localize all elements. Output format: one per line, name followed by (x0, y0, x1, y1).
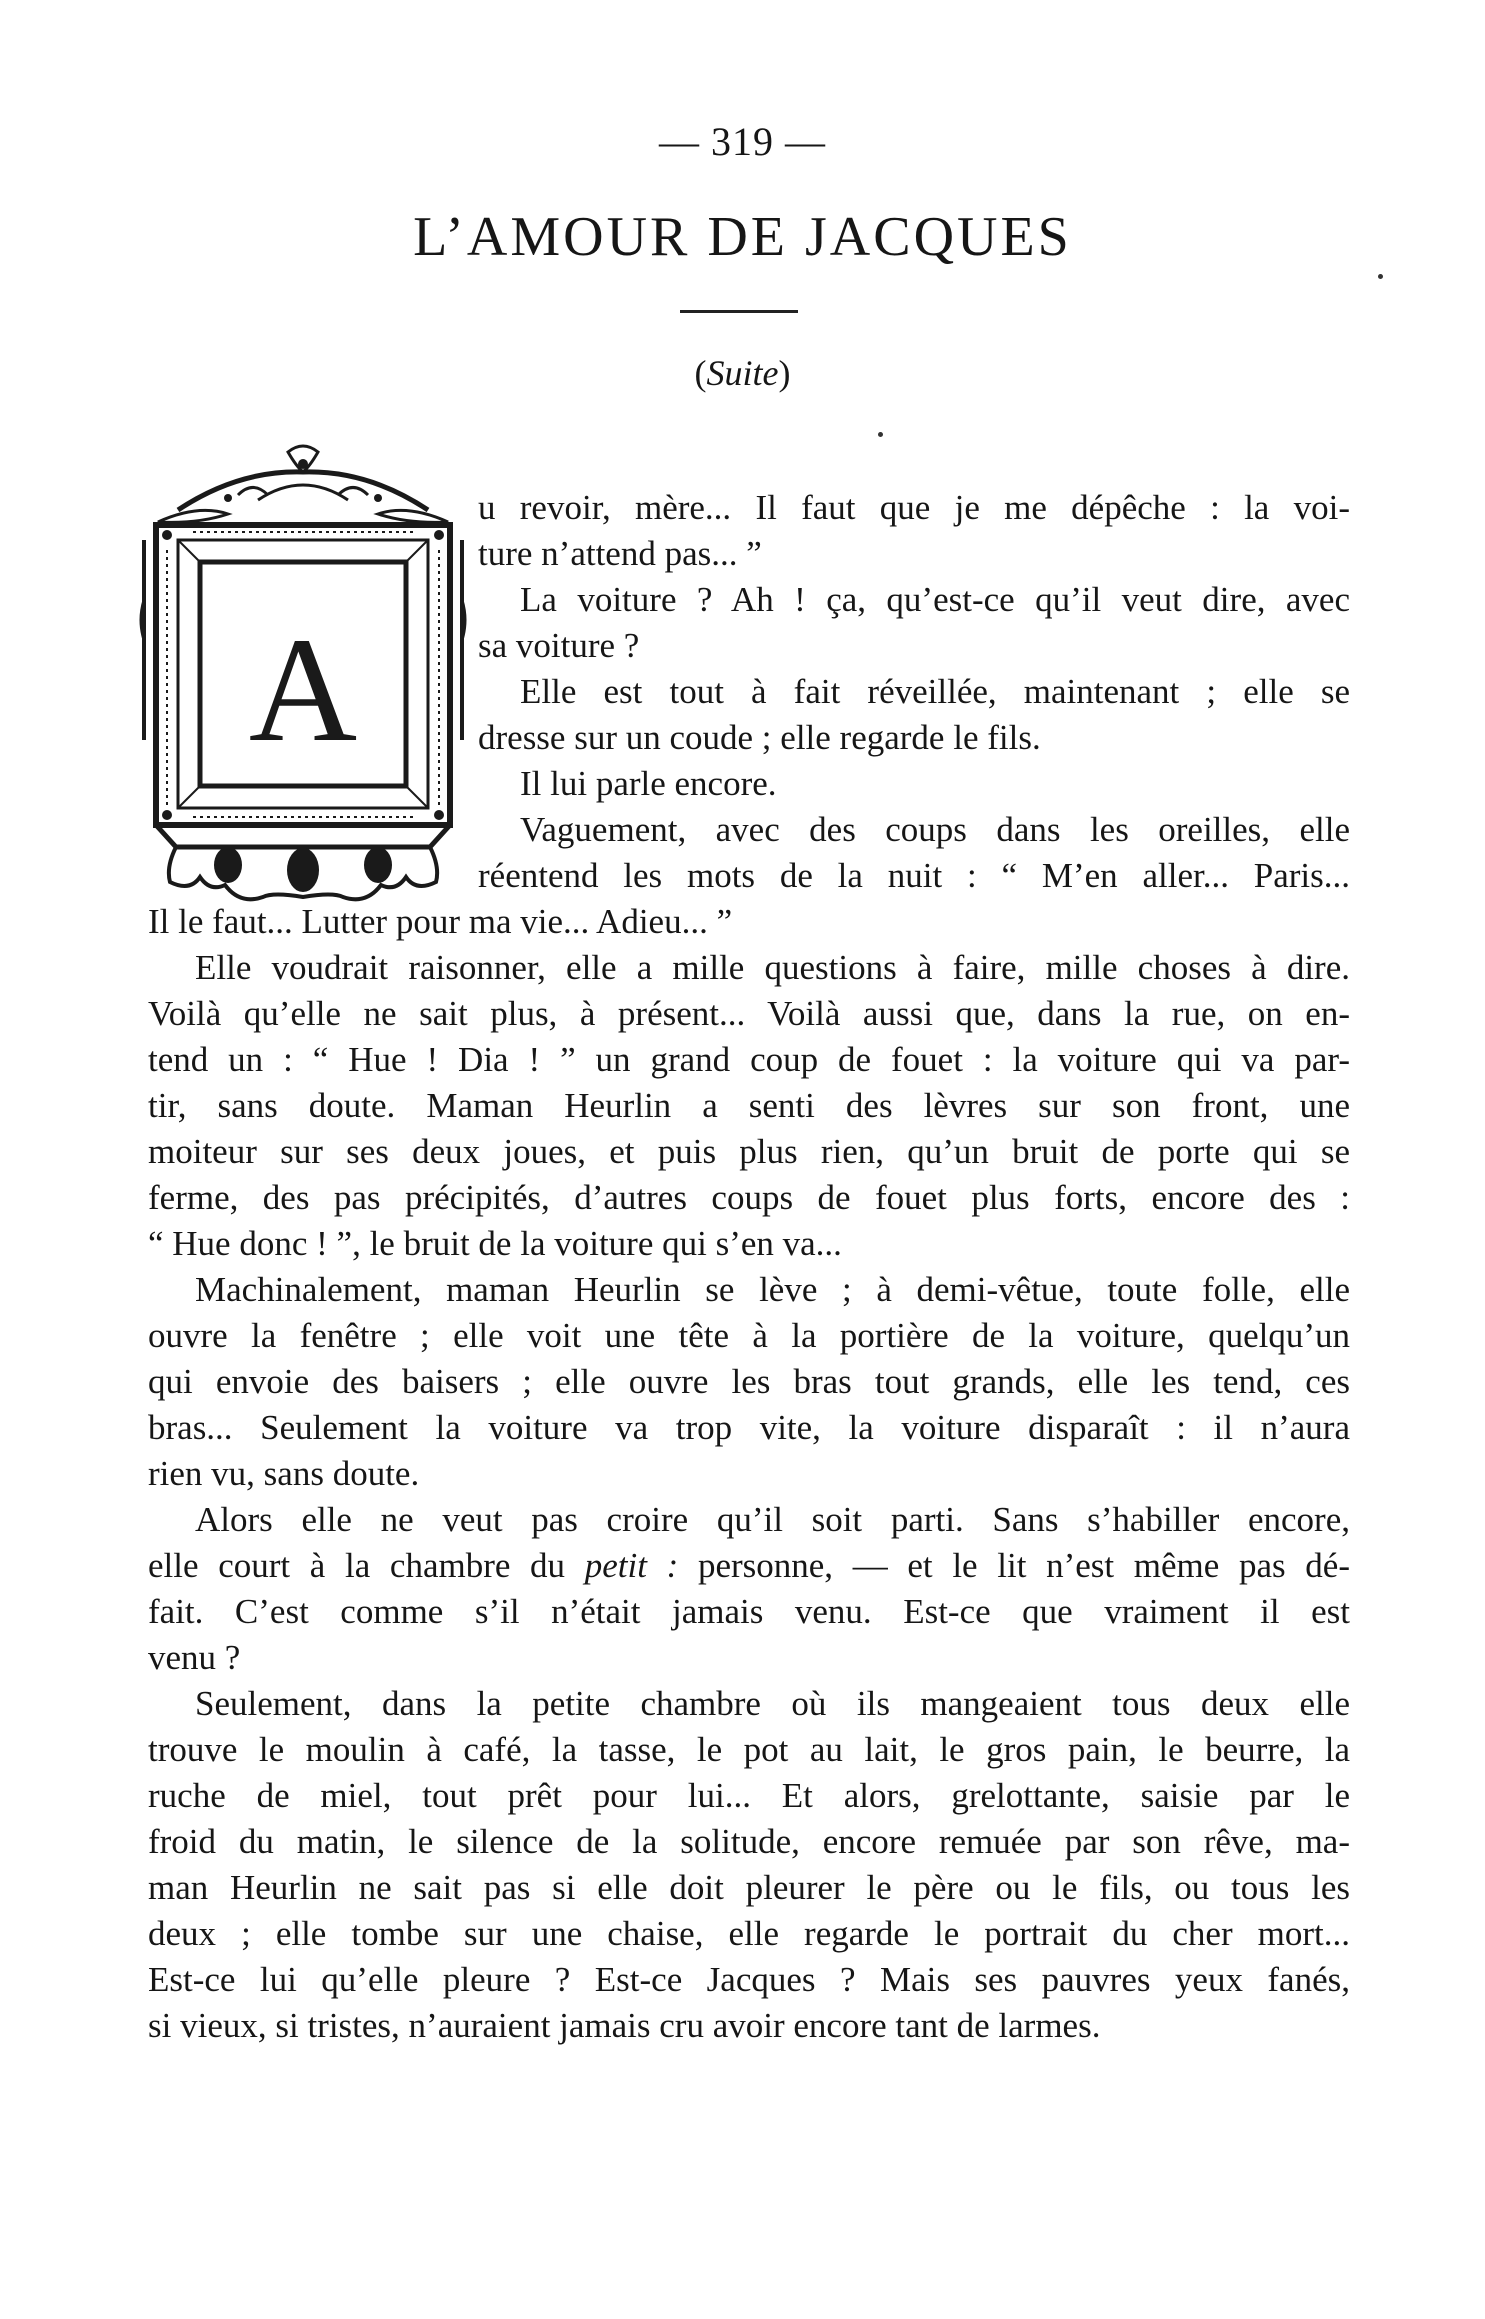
dropcap-frame-ornament (138, 440, 468, 910)
text-line-with-italic (148, 1543, 1350, 1589)
text-line: rien vu, sans doute. (148, 1454, 420, 1493)
text-line: Vaguement, avec des coups dans les oreilles, elle (520, 810, 1350, 849)
print-speck (1378, 274, 1383, 279)
dropcap-letter: A (248, 607, 358, 773)
text-line: Elle voudrait raisonner, elle a mille questions à faire, mille choses à dire. (195, 948, 1350, 987)
text-line: venu ? (148, 1638, 241, 1677)
text-line: La voiture ? Ah ! ça, qu’est-ce qu’il veut dire, avec (520, 580, 1350, 619)
title-rule (680, 310, 798, 313)
text-line: Il lui parle encore. (520, 764, 777, 803)
text-line: Voilà qu’elle ne sait plus, à présent... Voilà aussi que, dans la rue, on en- (148, 994, 1350, 1033)
text-line: moiteur sur ses deux joues, et puis plus rien, qu’un bruit de porte qui se (148, 1132, 1350, 1171)
text-line: froid du matin, le silence de la solitude, encore remuée par son rêve, ma- (148, 1822, 1350, 1861)
text-line: man Heurlin ne sait pas si elle doit pleurer le père ou le fils, ou tous les (148, 1868, 1350, 1907)
chapter-subtitle: (Suite) (694, 353, 791, 393)
text-line: Seulement, dans la petite chambre où ils mangeaient tous deux elle (195, 1684, 1350, 1723)
text-line: qui envoie des baisers ; elle ouvre les bras tout grands, elle les tend, ces (148, 1362, 1350, 1401)
text-line: réentend les mots de la nuit : “ M’en aller... Paris... (478, 856, 1350, 895)
text-segment: personne, — et le lit n’est même pas dé- (678, 1546, 1350, 1585)
text-segment: elle court à la chambre du (148, 1546, 585, 1585)
ornamental-dropcap (138, 440, 468, 910)
text-line: trouve le moulin à café, la tasse, le pot au lait, le gros pain, le beurre, la (148, 1730, 1350, 1769)
text-line: ferme, des pas précipités, d’autres coups de fouet plus forts, encore des : (148, 1178, 1350, 1217)
chapter-title: L’AMOUR DE JACQUES (413, 206, 1072, 268)
text-line: ruche de miel, tout prêt pour lui... Et alors, grelottante, saisie par le (148, 1776, 1350, 1815)
text-line: Elle est tout à fait réveillée, maintenant ; elle se (520, 672, 1350, 711)
text-line: Est-ce lui qu’elle pleure ? Est-ce Jacques ? Mais ses pauvres yeux fanés, (148, 1960, 1350, 1999)
text-line: tend un : “ Hue ! Dia ! ” un grand coup de fouet : la voiture qui va par- (148, 1040, 1350, 1079)
text-line: u revoir, mère... Il faut que je me dépêche : la voi- (478, 488, 1350, 527)
text-line: Alors elle ne veut pas croire qu’il soit parti. Sans s’habiller encore, (195, 1500, 1350, 1539)
subtitle-text: Suite (706, 353, 779, 393)
page-number: — 319 — (659, 119, 826, 164)
text-line: ouvre la fenêtre ; elle voit une tête à la portière de la voiture, quelqu’un (148, 1316, 1350, 1355)
text-line: fait. C’est comme s’il n’était jamais venu. Est-ce que vraiment il est (148, 1592, 1350, 1631)
text-line: Machinalement, maman Heurlin se lève ; à demi-vêtue, toute folle, elle (195, 1270, 1350, 1309)
text-line: si vieux, si tristes, n’auraient jamais cru avoir encore tant de larmes. (148, 2006, 1101, 2045)
print-speck (878, 432, 883, 437)
text-line: Il le faut... Lutter pour ma vie... Adieu... ” (148, 902, 733, 941)
italic-word: petit : (584, 1546, 679, 1585)
text-line: deux ; elle tombe sur une chaise, elle regarde le portrait du cher mort... (148, 1914, 1350, 1953)
text-line: dresse sur un coude ; elle regarde le fils. (478, 718, 1041, 757)
text-line: tir, sans doute. Maman Heurlin a senti des lèvres sur son front, une (148, 1086, 1350, 1125)
text-line: bras... Seulement la voiture va trop vite, la voiture disparaît : il n’aura (148, 1408, 1350, 1447)
text-line: “ Hue donc ! ”, le bruit de la voiture qui s’en va... (148, 1224, 842, 1263)
text-line: sa voiture ? (478, 626, 640, 665)
text-line: ture n’attend pas... ” (478, 534, 762, 573)
